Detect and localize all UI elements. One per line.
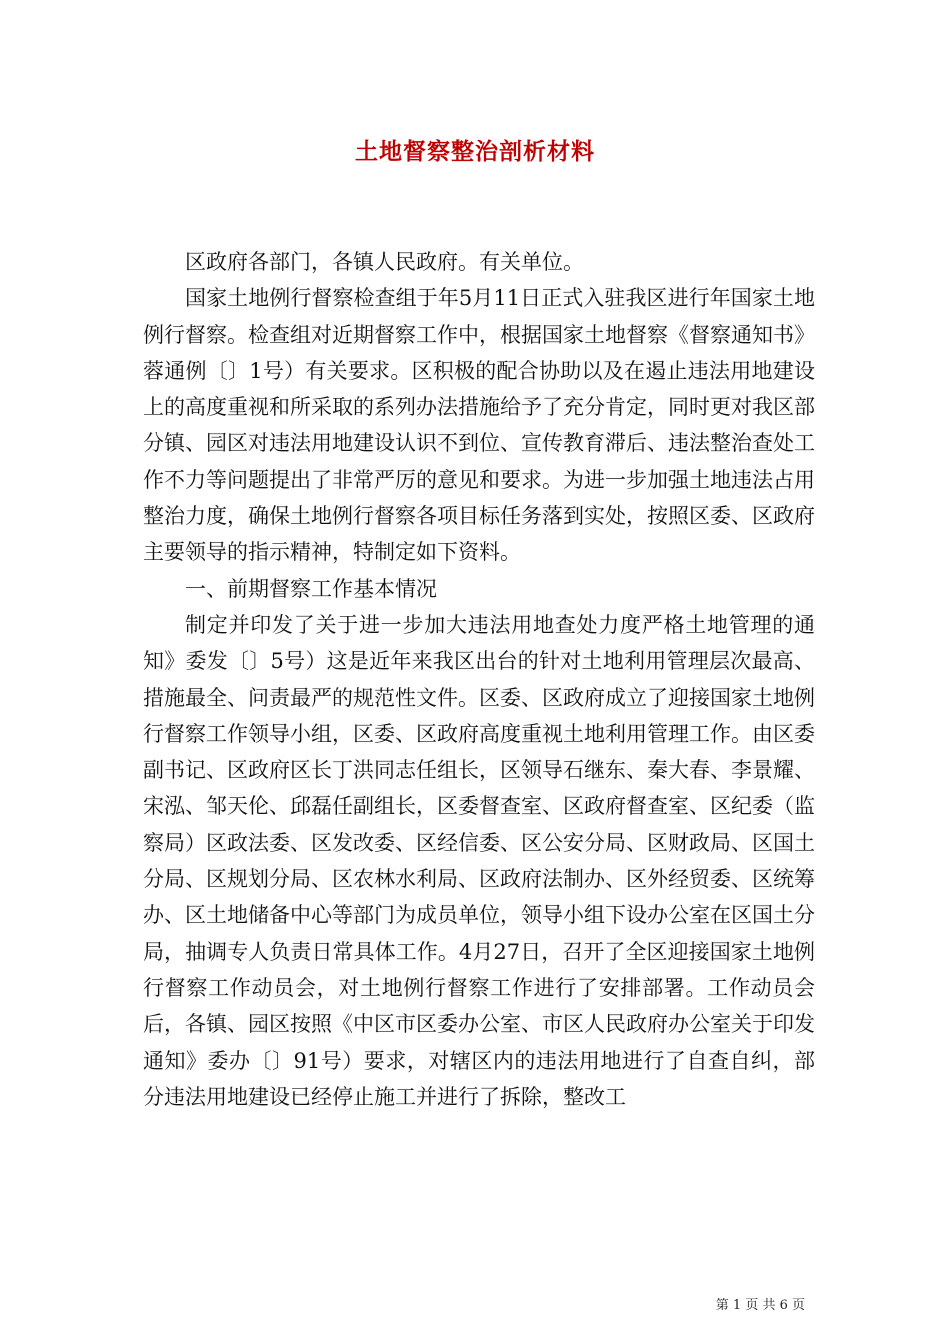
intro-paragraph: 国家土地例行督察检查组于年5月11日正式入驻我区进行年国家土地例行督察。检查组对近期督察工作中，根据国家土地督察《督察通知书》蓉通例〔〕1号）有关要求。区积极的配合协助以及在遏止违法用地建设上的高度重视和所采取的系列办法措施给予了充分肯定，同时更对我区部分镇、园区对违法用地建设认识不到位、宣传教育滞后、违法整治查处工作不力等问题提出了非常严厉的意见和要求。为进一步加强土地违法占用整治力度，确保土地例行督察各项目标任务落到实处，按照区委、区政府主要领导的指示精神，特制定如下资料。 — [143, 286, 815, 565]
section-heading: 一、前期督察工作基本情况 — [185, 576, 437, 601]
page-number: 第 1 页 共 6 页 — [715, 1298, 805, 1313]
document-body — [143, 244, 815, 1115]
salutation-paragraph: 区政府各部门，各镇人民政府。有关单位。 — [185, 250, 584, 274]
document-title: 土地督察整治剖析材料 — [355, 138, 595, 165]
section-paragraph: 制定并印发了关于进一步加大违法用地查处力度严格土地管理的通知》委发〔〕5号）这是近年来我区出台的针对土地利用管理层次最高、措施最全、问责最严的规范性文件。区委、区政府成立了迎接国家土地例行督察工作领导小组，区委、区政府高度重视土地利用管理工作。由区委副书记、区政府区长丁洪同志任组长，区领导石继东、秦大春、李景耀、宋泓、邹天伦、邱磊任副组长，区委督查室、区政府督查室、区纪委（监察局）区政法委、区发改委、区经信委、区公安分局、区财政局、区国土分局、区规划分局、区农林水利局、区政府法制办、区外经贸委、区统筹办、区土地储备中心等部门为成员单位，领导小组下设办公室在区国土分局，抽调专人负责日常具体工作。4月27日，召开了全区迎接国家土地例行督察工作动员会，对土地例行督察工作进行了安排部署。工作动员会后，各镇、园区按照《中区市区委办公室、市区人民政府办公室关于印发通知》委办〔〕91号）要求，对辖区内的违法用地进行了自查自纠，部分违法用地建设已经停止施工并进行了拆除，整改工 — [143, 612, 815, 1109]
